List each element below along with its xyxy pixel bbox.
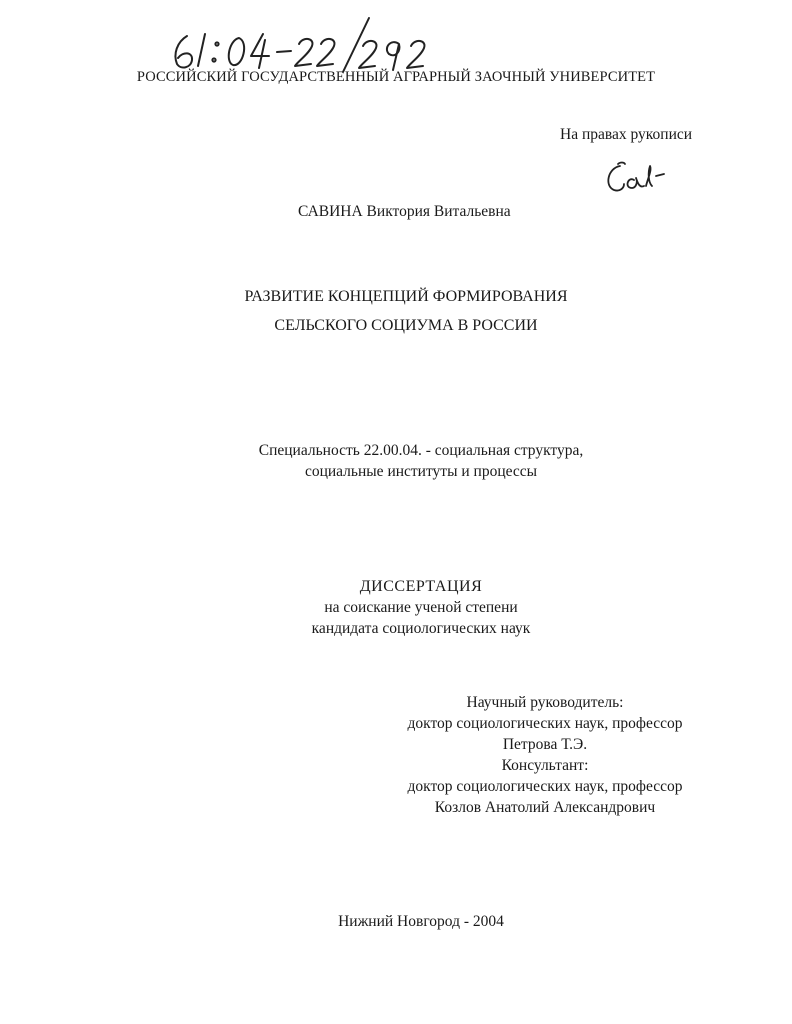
dissertation-heading: ДИССЕРТАЦИЯ (359, 578, 483, 595)
specialty-block (0, 440, 792, 482)
advisor-label: Научный руководитель: (466, 694, 624, 711)
degree-line: на соискание ученой степени (324, 599, 518, 616)
dissertation-type-block (0, 576, 792, 639)
consultant-name: Козлов Анатолий Александрович (434, 799, 656, 816)
university-name: РОССИЙСКИЙ ГОСУДАРСТВЕННЫЙ АГРАРНЫЙ ЗАОЧНЫЙ УНИВЕРСИТЕТ (136, 69, 656, 85)
supervisors-block (375, 692, 715, 818)
advisor-degree: доктор социологических наук, профессор (407, 715, 683, 732)
title-line: СЕЛЬСКОГО СОЦИУМА В РОССИИ (274, 317, 538, 334)
consultant-degree: доктор социологических наук, профессор (407, 778, 683, 795)
dissertation-title (0, 282, 792, 340)
manuscript-rights-note: На правах рукописи (560, 126, 693, 143)
handwritten-signature (600, 158, 670, 198)
consultant-label: Консультант: (501, 757, 589, 774)
degree-line: кандидата социологических наук (311, 620, 531, 637)
handwritten-archive-code (165, 14, 465, 74)
specialty-line: Специальность 22.00.04. - социальная структура, (258, 442, 584, 459)
title-line: РАЗВИТИЕ КОНЦЕПЦИЙ ФОРМИРОВАНИЯ (244, 288, 568, 305)
specialty-line: социальные институты и процессы (304, 463, 538, 480)
author-name: САВИНА Виктория Витальевна (298, 203, 511, 220)
city-and-year: Нижний Новгород - 2004 (338, 913, 504, 930)
advisor-name: Петрова Т.Э. (502, 736, 588, 753)
